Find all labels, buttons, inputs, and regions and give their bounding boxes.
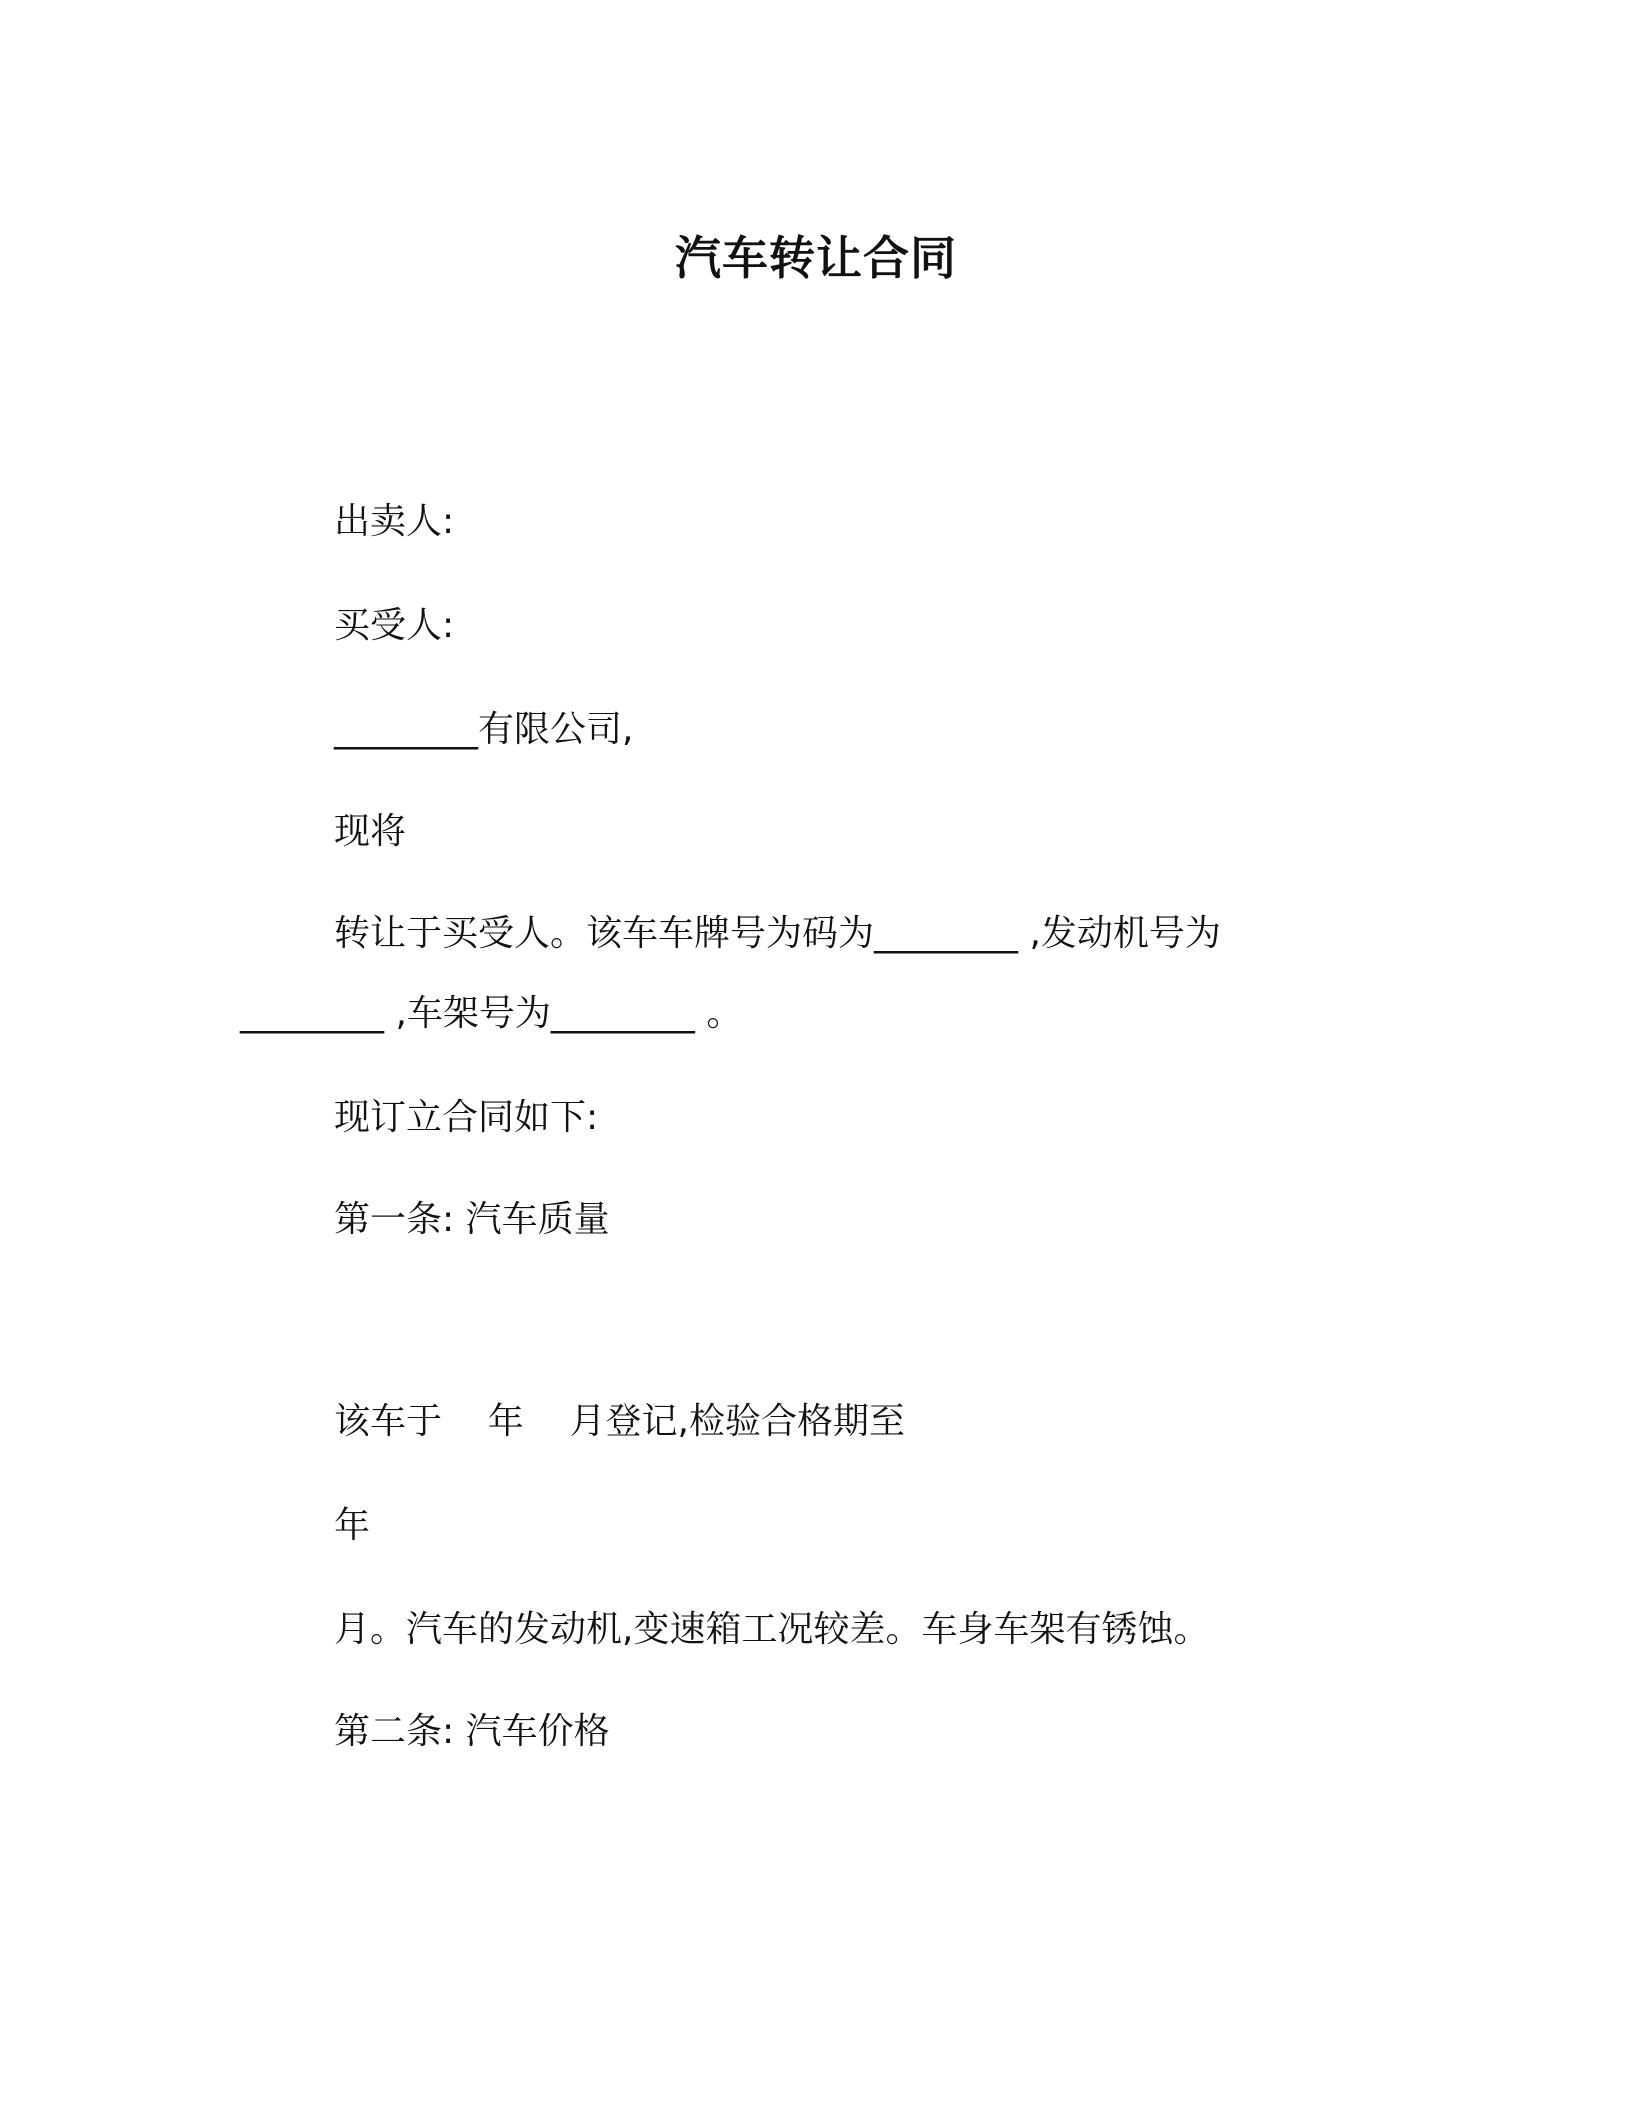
contract-intro-line: 现订立合同如下: (334, 1097, 599, 1138)
document-title: 汽车转让合同 (675, 231, 957, 285)
article-one-heading: 第一条: 汽车质量 (334, 1199, 610, 1240)
transfer-intro-line: 现将 (334, 811, 407, 852)
buyer-label: 买受人: (334, 605, 455, 646)
condition-line: 月。汽车的发动机,变速箱工况较差。车身车架有锈蚀。 (334, 1609, 1210, 1650)
article-two-heading: 第二条: 汽车价格 (334, 1711, 610, 1752)
year-line: 年 (334, 1505, 371, 1546)
vehicle-info-line: 转让于买受人。该车车牌号为码为________ ,发动机号为 (334, 913, 1221, 954)
seller-label: 出卖人: (334, 501, 455, 542)
company-line: ________有限公司, (334, 709, 634, 750)
registration-line: 该车于 年 月登记,检验合格期至 (334, 1401, 905, 1442)
vehicle-info-continued-line: ________ ,车架号为________ 。 (240, 993, 743, 1034)
